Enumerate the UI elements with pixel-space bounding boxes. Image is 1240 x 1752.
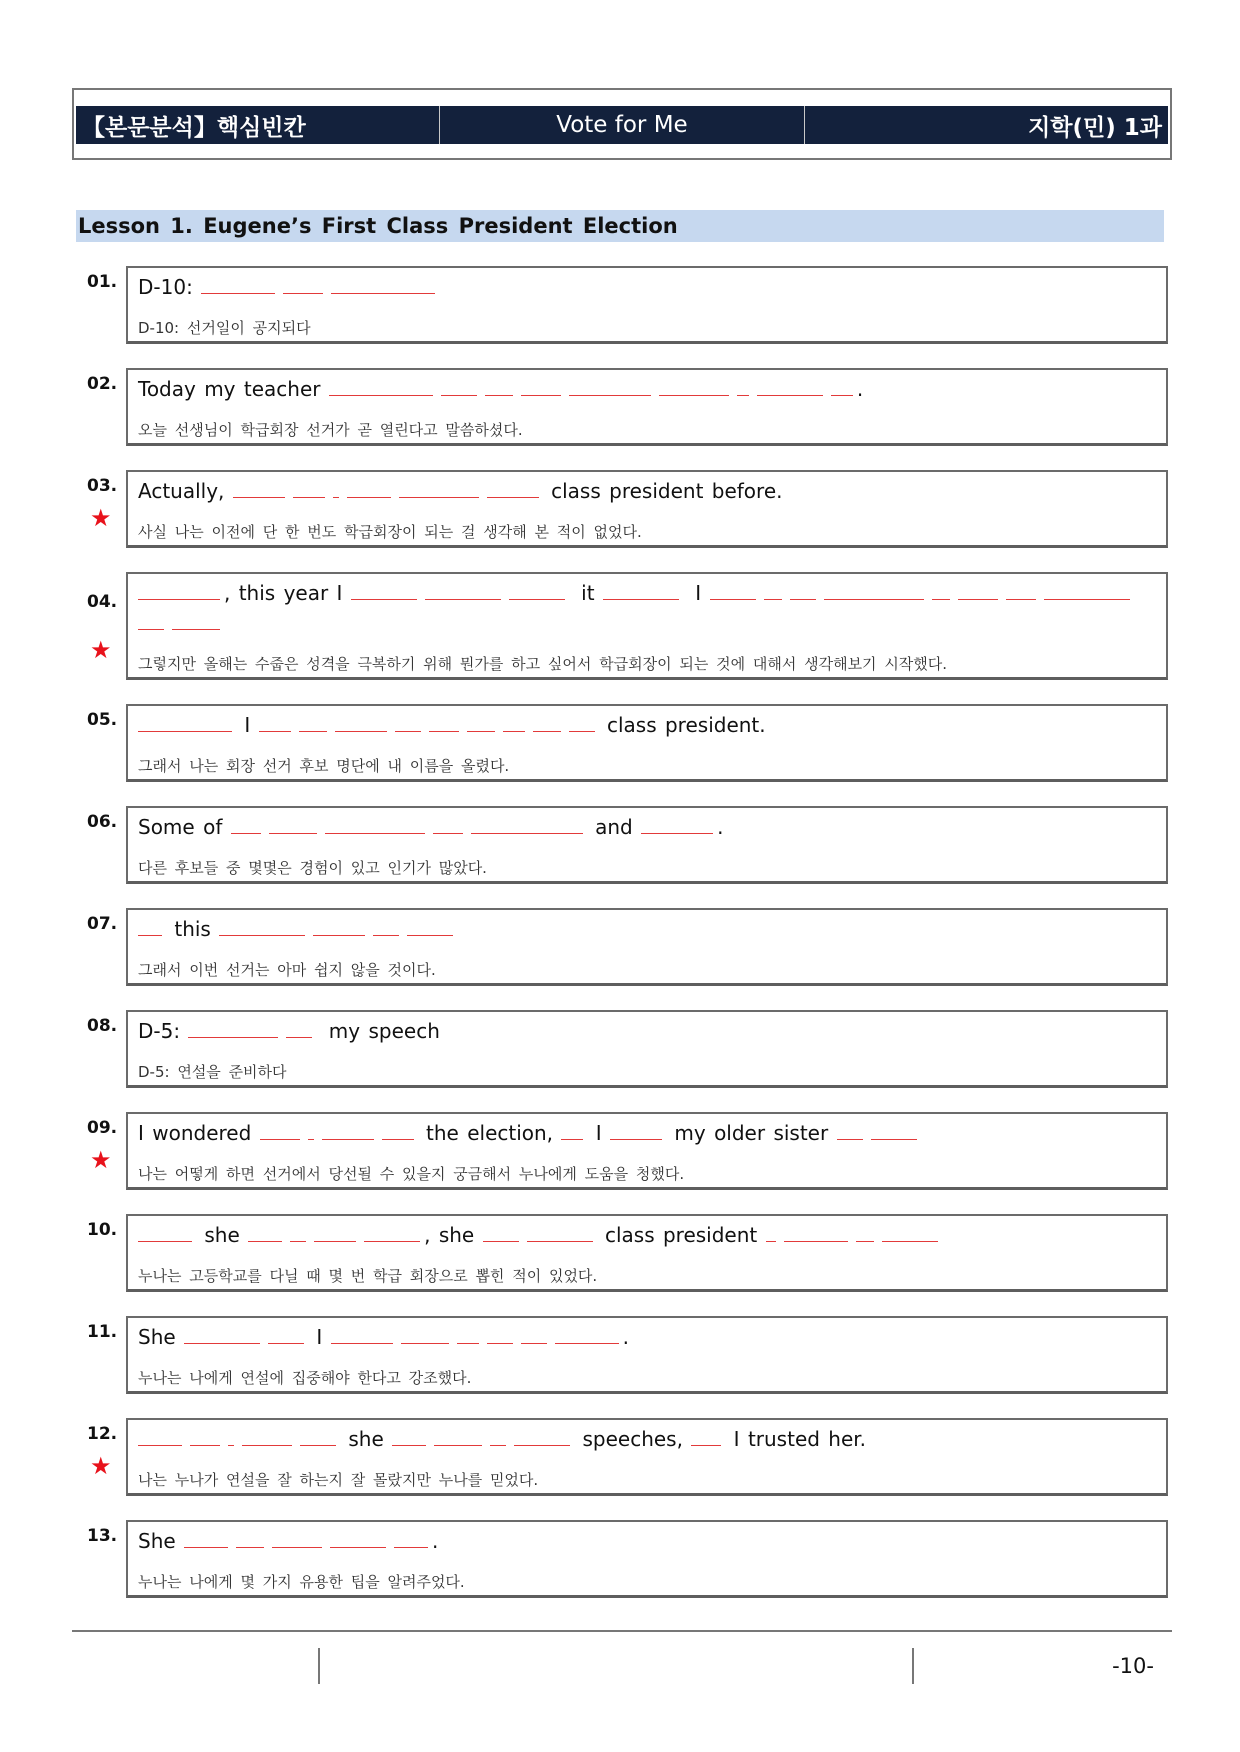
answer-blank[interactable] — [184, 1322, 260, 1344]
answer-blank[interactable] — [333, 476, 339, 498]
item-number: 10. — [87, 1220, 118, 1240]
korean-translation: 누나는 고등학교를 다닐 때 몇 번 학급 회장으로 뽑힌 적이 있었다. — [138, 1267, 598, 1285]
answer-blank[interactable] — [467, 710, 495, 732]
exercise-item-02 — [84, 368, 1168, 446]
answer-blank[interactable] — [293, 476, 325, 498]
answer-blank[interactable] — [710, 578, 756, 600]
answer-blank[interactable] — [483, 1220, 519, 1242]
answer-blank[interactable] — [434, 1424, 482, 1446]
answer-blank[interactable] — [509, 578, 565, 600]
header-textbook-unit: 지학(민) 1과 — [804, 106, 1168, 144]
answer-blank[interactable] — [555, 1322, 619, 1344]
answer-blank[interactable] — [659, 374, 729, 396]
answer-blank[interactable] — [330, 1526, 386, 1548]
exercise-item-04 — [84, 572, 1168, 680]
korean-translation: 사실 나는 이전에 단 한 번도 학급회장이 되는 걸 생각해 본 적이 없었다. — [138, 523, 642, 541]
answer-blank[interactable] — [485, 374, 513, 396]
important-star-icon: ★ — [90, 1452, 112, 1480]
answer-blank[interactable] — [351, 578, 417, 600]
header-bar — [76, 106, 1168, 144]
exercise-item-13 — [84, 1520, 1168, 1598]
footer-separator — [912, 1648, 914, 1684]
answer-blank[interactable] — [138, 710, 232, 732]
item-number: 05. — [87, 710, 118, 730]
exercise-item-10 — [84, 1214, 1168, 1292]
answer-blank[interactable] — [138, 578, 220, 600]
answer-blank[interactable] — [201, 272, 275, 294]
answer-blank[interactable] — [259, 710, 291, 732]
item-box — [126, 1010, 1168, 1088]
answer-blank[interactable] — [932, 578, 950, 600]
english-sentence: Some of and . — [138, 812, 1160, 840]
item-number: 04. — [87, 592, 118, 612]
english-sentence: D-10: — [138, 272, 1160, 300]
answer-blank[interactable] — [837, 1118, 863, 1140]
answer-blank[interactable] — [347, 476, 391, 498]
korean-translation: 그래서 이번 선거는 아마 쉽지 않을 것이다. — [138, 961, 436, 979]
answer-blank[interactable] — [313, 914, 365, 936]
answer-blank[interactable] — [138, 608, 164, 630]
exercise-item-07 — [84, 908, 1168, 986]
item-box — [126, 470, 1168, 548]
important-star-icon: ★ — [90, 504, 112, 532]
important-star-icon: ★ — [90, 636, 112, 664]
answer-blank[interactable] — [219, 914, 305, 936]
answer-blank[interactable] — [268, 1322, 304, 1344]
important-star-icon: ★ — [90, 1146, 112, 1174]
item-number: 13. — [87, 1526, 118, 1546]
header-section-title: 【본문분석】핵심빈칸 — [82, 114, 306, 141]
answer-blank[interactable] — [231, 812, 261, 834]
answer-blank[interactable] — [299, 710, 327, 732]
answer-blank[interactable] — [561, 1118, 583, 1140]
answer-blank[interactable] — [300, 1424, 336, 1446]
item-number: 08. — [87, 1016, 118, 1036]
item-box — [126, 1214, 1168, 1292]
answer-blank[interactable] — [527, 1220, 593, 1242]
answer-blank[interactable] — [521, 1322, 547, 1344]
korean-translation: 나는 누나가 연설을 잘 하는지 잘 몰랐지만 누나를 믿었다. — [138, 1471, 539, 1489]
korean-translation: D-5: 연설을 준비하다 — [138, 1063, 287, 1081]
answer-blank[interactable] — [487, 1322, 513, 1344]
answer-blank[interactable] — [364, 1220, 420, 1242]
answer-blank[interactable] — [331, 1322, 393, 1344]
answer-blank[interactable] — [190, 1424, 220, 1446]
english-sentence: I wondered the election, I my older sister — [138, 1118, 1160, 1146]
exercise-item-06 — [84, 806, 1168, 884]
answer-blank[interactable] — [784, 1220, 848, 1242]
answer-blank[interactable] — [433, 812, 463, 834]
english-sentence: , this year I it I — [138, 578, 1160, 638]
answer-blank[interactable] — [399, 476, 479, 498]
answer-blank[interactable] — [138, 914, 162, 936]
answer-blank[interactable] — [242, 1424, 292, 1446]
answer-blank[interactable] — [138, 1220, 192, 1242]
answer-blank[interactable] — [757, 374, 823, 396]
lesson-title: Lesson 1. Eugene’s First Class President Election — [76, 210, 1164, 242]
answer-blank[interactable] — [831, 374, 853, 396]
answer-blank[interactable] — [1006, 578, 1036, 600]
answer-blank[interactable] — [425, 578, 501, 600]
footer-divider — [72, 1630, 1172, 1632]
exercise-item-12 — [84, 1418, 1168, 1496]
item-number: 01. — [87, 272, 118, 292]
answer-blank[interactable] — [407, 914, 453, 936]
answer-blank[interactable] — [958, 578, 998, 600]
answer-blank[interactable] — [138, 1424, 182, 1446]
exercise-item-01 — [84, 266, 1168, 344]
item-box — [126, 1520, 1168, 1598]
item-number: 03. — [87, 476, 118, 496]
answer-blank[interactable] — [824, 578, 924, 600]
item-number: 02. — [87, 374, 118, 394]
item-box — [126, 1112, 1168, 1190]
korean-translation: D-10: 선거일이 공지되다 — [138, 319, 311, 337]
item-box — [126, 908, 1168, 986]
english-sentence: Actually, class president before. — [138, 476, 1160, 504]
answer-blank[interactable] — [248, 1220, 282, 1242]
answer-blank[interactable] — [395, 710, 421, 732]
answer-blank[interactable] — [228, 1424, 234, 1446]
answer-blank[interactable] — [325, 812, 425, 834]
answer-blank[interactable] — [514, 1424, 570, 1446]
item-box — [126, 1316, 1168, 1394]
korean-translation: 누나는 나에게 몇 가지 유용한 팁을 알려주었다. — [138, 1573, 465, 1591]
answer-blank[interactable] — [569, 710, 595, 732]
answer-blank[interactable] — [790, 578, 816, 600]
answer-blank[interactable] — [766, 1220, 776, 1242]
answer-blank[interactable] — [373, 914, 399, 936]
answer-blank[interactable] — [283, 272, 323, 294]
answer-blank[interactable] — [737, 374, 749, 396]
header-lesson-name: Vote for Me — [439, 106, 803, 144]
answer-blank[interactable] — [569, 374, 651, 396]
answer-blank[interactable] — [236, 1526, 264, 1548]
item-box — [126, 806, 1168, 884]
item-box — [126, 704, 1168, 782]
item-box — [126, 368, 1168, 446]
answer-blank[interactable] — [490, 1424, 506, 1446]
answer-blank[interactable] — [603, 578, 679, 600]
answer-blank[interactable] — [764, 578, 782, 600]
item-number: 12. — [87, 1424, 118, 1444]
answer-blank[interactable] — [392, 1424, 426, 1446]
answer-blank[interactable] — [401, 1322, 449, 1344]
answer-blank[interactable] — [1044, 578, 1130, 600]
english-sentence: she , she class president — [138, 1220, 1160, 1248]
english-sentence: I class president. — [138, 710, 1160, 738]
answer-blank[interactable] — [184, 1526, 228, 1548]
answer-blank[interactable] — [691, 1424, 721, 1446]
answer-blank[interactable] — [856, 1220, 874, 1242]
korean-translation: 오늘 선생님이 학급회장 선거가 곧 열린다고 말씀하셨다. — [138, 421, 523, 439]
answer-blank[interactable] — [871, 1118, 917, 1140]
answer-blank[interactable] — [331, 272, 435, 294]
korean-translation: 다른 후보들 중 몇몇은 경험이 있고 인기가 많았다. — [138, 859, 487, 877]
item-number: 07. — [87, 914, 118, 934]
item-box — [126, 572, 1168, 680]
answer-blank[interactable] — [329, 374, 433, 396]
answer-blank[interactable] — [429, 710, 459, 732]
korean-translation: 그렇지만 올해는 수줍은 성격을 극복하기 위해 뭔가를 하고 싶어서 학급회장이 되는 것에 대해서 생각해보기 시작했다. — [138, 655, 948, 673]
footer-separator — [318, 1648, 320, 1684]
answer-blank[interactable] — [233, 476, 285, 498]
answer-blank[interactable] — [521, 374, 561, 396]
korean-translation: 나는 어떻게 하면 선거에서 당선될 수 있을지 궁금해서 누나에게 도움을 청했다. — [138, 1165, 685, 1183]
exercise-item-11 — [84, 1316, 1168, 1394]
english-sentence: this — [138, 914, 1160, 942]
item-number: 11. — [87, 1322, 118, 1342]
answer-blank[interactable] — [441, 374, 477, 396]
answer-blank[interactable] — [260, 1118, 300, 1140]
answer-blank[interactable] — [641, 812, 713, 834]
english-sentence: she speeches, I trusted her. — [138, 1424, 1160, 1452]
korean-translation: 누나는 나에게 연설에 집중해야 한다고 강조했다. — [138, 1369, 472, 1387]
page-number: -10- — [1112, 1654, 1154, 1678]
answer-blank[interactable] — [487, 476, 539, 498]
answer-blank[interactable] — [290, 1220, 306, 1242]
answer-blank[interactable] — [269, 812, 317, 834]
item-box — [126, 1418, 1168, 1496]
english-sentence: Today my teacher . — [138, 374, 1160, 402]
english-sentence: She . — [138, 1526, 1160, 1554]
answer-blank[interactable] — [882, 1220, 938, 1242]
answer-blank[interactable] — [286, 1016, 312, 1038]
korean-translation: 그래서 나는 회장 선거 후보 명단에 내 이름을 올렸다. — [138, 757, 510, 775]
answer-blank[interactable] — [172, 608, 220, 630]
answer-blank[interactable] — [457, 1322, 479, 1344]
answer-blank[interactable] — [308, 1118, 314, 1140]
exercise-item-05 — [84, 704, 1168, 782]
answer-blank[interactable] — [471, 812, 583, 834]
answer-blank[interactable] — [533, 710, 561, 732]
item-box — [126, 266, 1168, 344]
answer-blank[interactable] — [382, 1118, 414, 1140]
answer-blank[interactable] — [335, 710, 387, 732]
answer-blank[interactable] — [188, 1016, 278, 1038]
exercise-item-08 — [84, 1010, 1168, 1088]
english-sentence: D-5: my speech — [138, 1016, 1160, 1044]
exercise-item-03 — [84, 470, 1168, 548]
answer-blank[interactable] — [314, 1220, 356, 1242]
item-number: 09. — [87, 1118, 118, 1138]
item-number: 06. — [87, 812, 118, 832]
answer-blank[interactable] — [322, 1118, 374, 1140]
answer-blank[interactable] — [503, 710, 525, 732]
answer-blank[interactable] — [394, 1526, 428, 1548]
exercise-item-09 — [84, 1112, 1168, 1190]
answer-blank[interactable] — [272, 1526, 322, 1548]
answer-blank[interactable] — [610, 1118, 662, 1140]
english-sentence: She I . — [138, 1322, 1160, 1350]
